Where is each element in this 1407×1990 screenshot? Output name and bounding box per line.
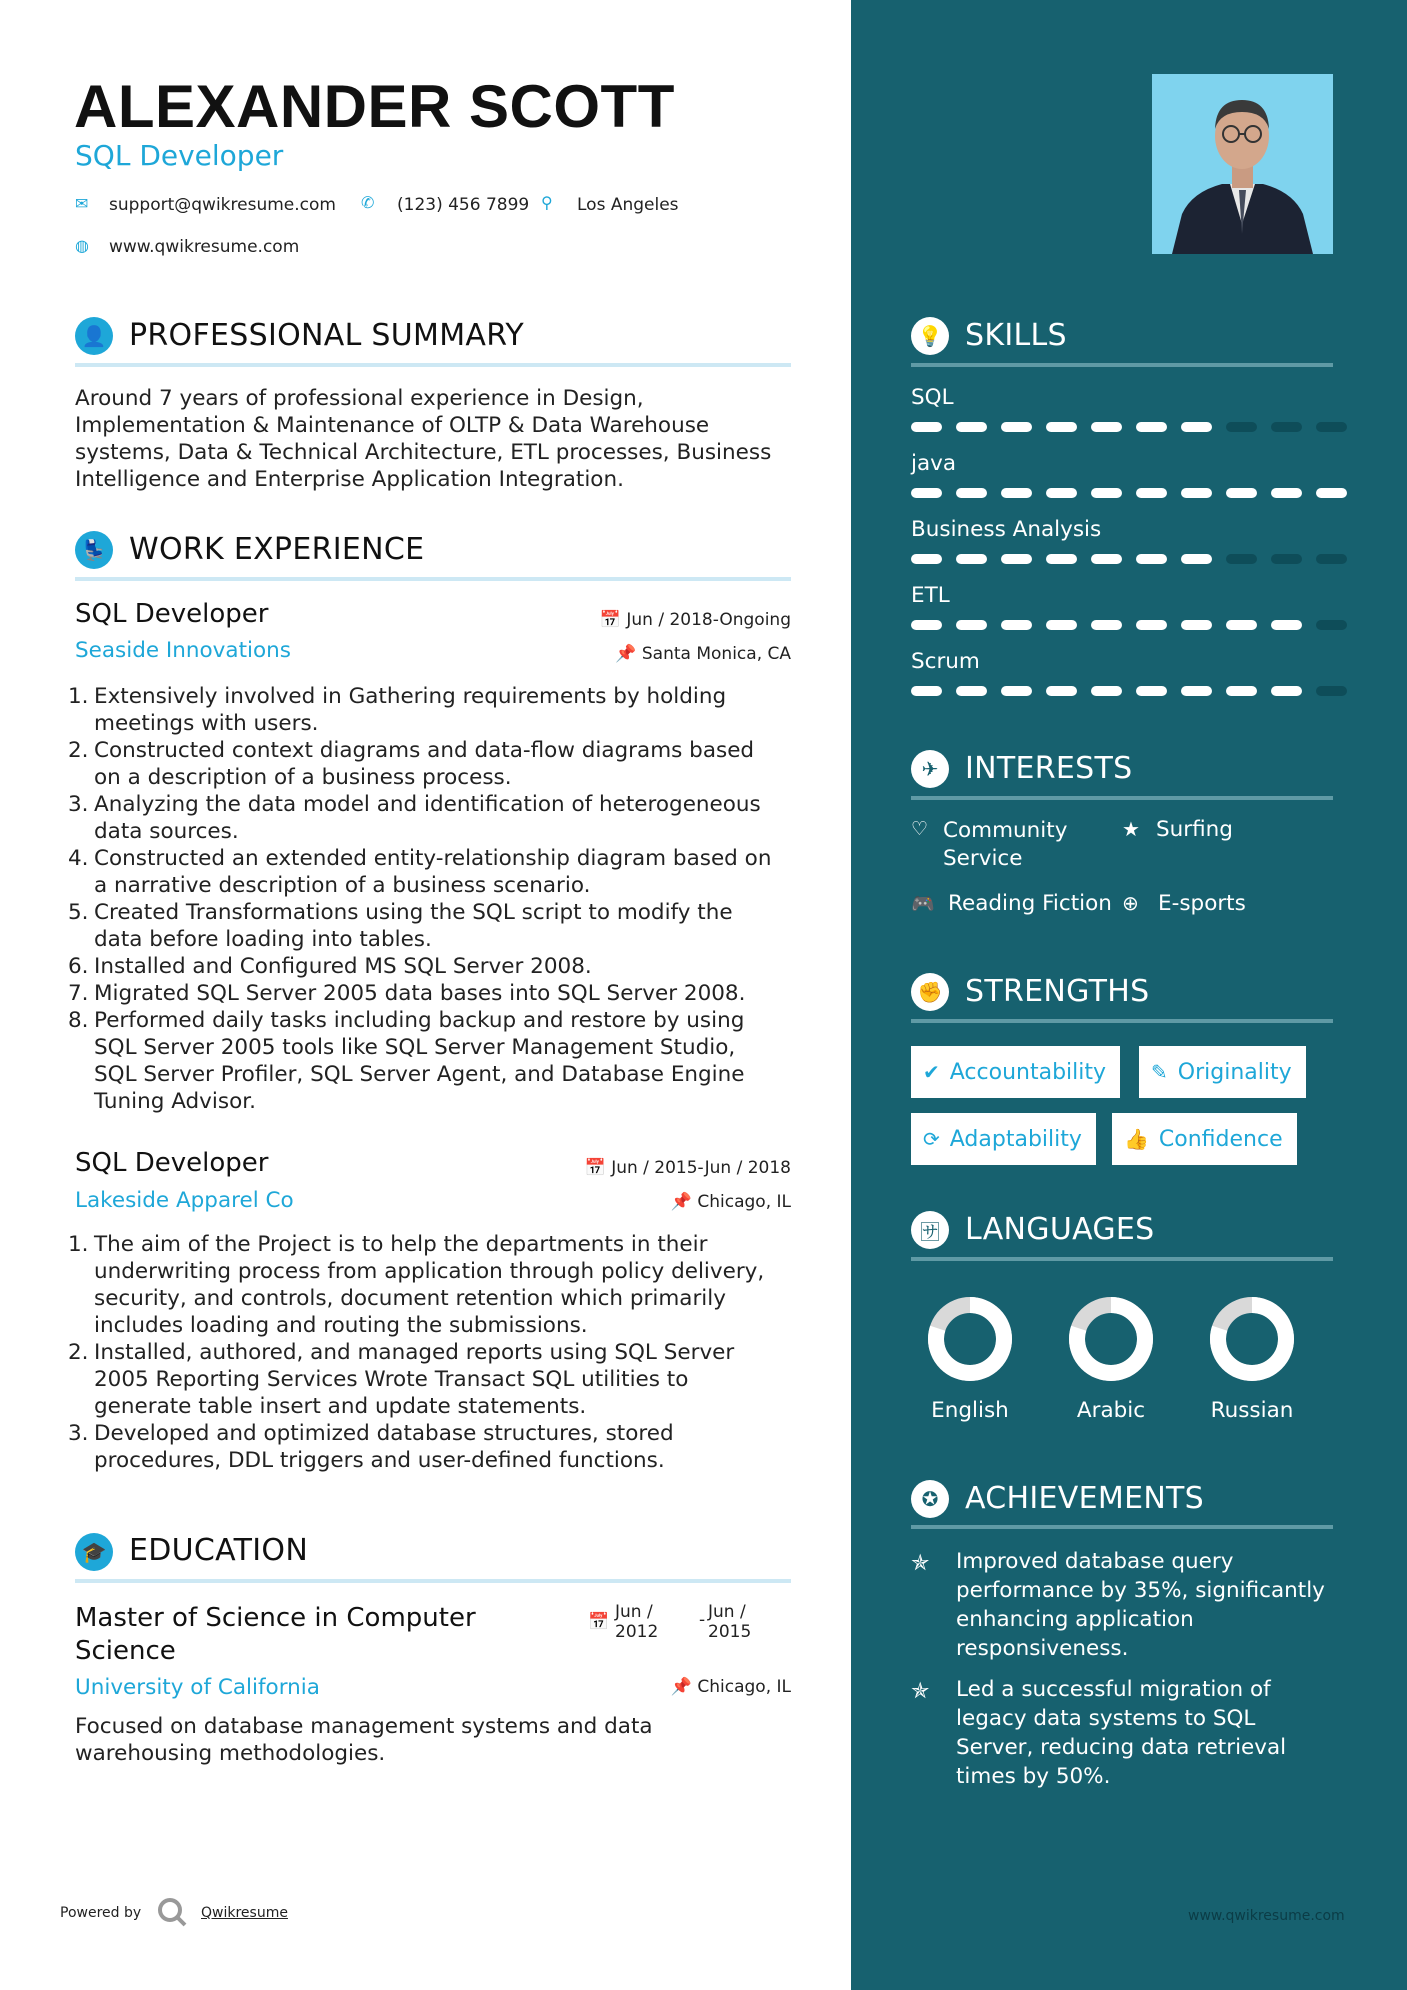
skill-dash-filled (1271, 686, 1302, 696)
skill-dash-filled (1046, 686, 1077, 696)
language-donut (1202, 1289, 1302, 1389)
skill-name: ETL (911, 583, 950, 608)
skill-dash-filled (1046, 488, 1077, 498)
skill-dash-filled (911, 488, 942, 498)
skill-dash-filled (956, 488, 987, 498)
job-responsibilities (68, 683, 835, 1115)
thumbs-up-icon: 👍 (1124, 1127, 1149, 1151)
hand-heart-icon: ♡ (911, 818, 929, 840)
company-name: Lakeside Apparel Co (75, 1188, 294, 1213)
skill-dash-filled (1181, 488, 1212, 498)
graduate-icon: 🎓 (75, 1533, 113, 1571)
education-divider (75, 1579, 791, 1583)
medal-star-icon: ✪ (911, 1480, 949, 1518)
globe-icon: ◍ (75, 236, 89, 255)
website-link[interactable]: www.qwikresume.com (109, 237, 300, 257)
interests-divider (911, 796, 1333, 800)
skill-dash-filled (1091, 488, 1122, 498)
skill-dash-filled (1136, 686, 1167, 696)
company-name: Seaside Innovations (75, 638, 291, 663)
list-item: 7. Migrated SQL Server 2005 data bases into SQL Server 2008. (68, 981, 746, 1006)
skill-dash-filled (1091, 554, 1122, 564)
edu-start-date: Jun / 2012 (615, 1602, 659, 1642)
brand-link[interactable]: Qwikresume (201, 1905, 288, 1921)
strengths-divider (911, 1019, 1333, 1023)
language-name: English (931, 1398, 1009, 1423)
phone-text: (123) 456 7899 (397, 195, 530, 215)
job-title: SQL Developer (75, 599, 269, 629)
language-donut (920, 1289, 1020, 1389)
skill-dash-filled (1001, 422, 1032, 432)
skill-dash-filled (1181, 422, 1212, 432)
user-icon: 👤 (75, 317, 113, 355)
calendar-icon: 📅 (588, 1612, 610, 1632)
interest-item: Community Service (943, 818, 1068, 871)
skill-dash-filled (1226, 686, 1257, 696)
email-icon: ✉ (75, 194, 89, 213)
strength-chip: 👍 Confidence (1112, 1113, 1297, 1165)
list-item: 4. Constructed an extended entity-relationship diagram based on a narrative description of a business scenario. (68, 846, 772, 898)
location-pin-icon: ⚲ (541, 193, 553, 212)
skill-dash-filled (1316, 488, 1347, 498)
skill-dash-empty (1226, 422, 1257, 432)
summary-text: Around 7 years of professional experience in Design, Implementation & Maintenance of OLTP & Data Warehouse systems, Data & Technical Architecture, ETL processes, Business Intelligence and Enterprise Application Integration. (75, 386, 772, 492)
summary-divider (75, 363, 791, 367)
skill-dash-filled (1091, 422, 1122, 432)
star-burst-icon: ✯ (911, 1551, 930, 1576)
skill-dash-filled (1001, 620, 1032, 630)
interest-item: Surfing (1156, 817, 1233, 842)
skill-dash-filled (911, 620, 942, 630)
skill-dash-filled (1181, 554, 1212, 564)
interest-item: E-sports (1158, 891, 1246, 916)
skill-name: SQL (911, 385, 954, 410)
candidate-role: SQL Developer (75, 139, 284, 172)
skill-dash-empty (1271, 554, 1302, 564)
skill-name: Business Analysis (911, 517, 1102, 542)
list-item: 2. Constructed context diagrams and data-flow diagrams based on a description of a business process. (68, 738, 755, 790)
calendar-icon: 📅 (584, 1158, 612, 1178)
languages-divider (911, 1257, 1333, 1261)
list-item: 3. Developed and optimized database structures, stored procedures, DDL triggers and user-defined functions. (68, 1421, 674, 1473)
list-item: 5. Created Transformations using the SQL script to modify the data before loading into tables. (68, 900, 733, 952)
summary-heading: PROFESSIONAL SUMMARY (129, 318, 525, 353)
skill-dash-filled (956, 686, 987, 696)
skill-dash-filled (1271, 488, 1302, 498)
experience-heading: WORK EXPERIENCE (129, 532, 425, 567)
skill-level-bar (911, 620, 1347, 630)
email-text[interactable]: support@qwikresume.com (109, 195, 336, 215)
strength-chip: ✎ Originality (1139, 1046, 1306, 1098)
skill-dash-filled (1136, 620, 1167, 630)
skill-dash-filled (1271, 620, 1302, 630)
skill-dash-filled (1001, 686, 1032, 696)
skill-dash-filled (1181, 686, 1212, 696)
job-dates: 📅 Jun / 2018-Ongoing (599, 610, 791, 630)
skills-divider (911, 363, 1333, 367)
refresh-icon: ⟳ (923, 1127, 940, 1151)
list-item: 1. Extensively involved in Gathering requirements by holding meetings with users. (68, 684, 727, 736)
phone-icon: ✆ (361, 193, 375, 212)
skill-level-bar (911, 554, 1347, 564)
list-item: 3. Analyzing the data model and identification of heterogeneous data sources. (68, 792, 761, 844)
pencil-icon: ✎ (1151, 1060, 1168, 1084)
skill-level-bar (911, 686, 1347, 696)
lifebuoy-icon: ⊕ (1122, 891, 1139, 915)
star-icon: ★ (1122, 817, 1140, 841)
skill-dash-filled (1001, 554, 1032, 564)
skill-level-bar (911, 488, 1347, 498)
list-item: 8. Performed daily tasks including backup and restore by using SQL Server 2005 tools like SQL Server Management Studio, SQL Server Profiler, SQL Server Agent, and Database Engine Tuning Advisor. (68, 1008, 745, 1114)
location-text: Los Angeles (577, 195, 679, 215)
skill-dash-empty (1226, 554, 1257, 564)
skill-name: java (911, 451, 957, 476)
achievements-divider (911, 1525, 1333, 1529)
experience-divider (75, 577, 791, 581)
skill-dash-filled (1136, 422, 1167, 432)
job-dates: 📅 Jun / 2015-Jun / 2018 (584, 1158, 791, 1178)
skill-dash-filled (1046, 422, 1077, 432)
job-title: SQL Developer (75, 1148, 269, 1178)
skill-dash-filled (1226, 488, 1257, 498)
skill-dash-filled (956, 554, 987, 564)
list-item: 6. Installed and Configured MS SQL Server 2008. (68, 954, 592, 979)
skill-dash-filled (1046, 554, 1077, 564)
lightbulb-icon: 💡 (911, 317, 949, 355)
language-name: Arabic (1076, 1398, 1146, 1423)
paper-plane-icon: ✈ (911, 750, 949, 788)
language-donut (1061, 1289, 1161, 1389)
skill-dash-filled (1091, 620, 1122, 630)
skill-dash-filled (1001, 488, 1032, 498)
candidate-name: ALEXANDER SCOTT (74, 73, 675, 140)
edu-location: 📌 Chicago, IL (670, 1677, 791, 1697)
list-item: 2. Installed, authored, and managed reports using SQL Server 2005 Reporting Services Wrote Transact SQL utilities to generate table insert and update statements. (68, 1340, 735, 1419)
footer-website: www.qwikresume.com (1188, 1908, 1345, 1924)
skills-heading: SKILLS (965, 318, 1067, 353)
language-name: Russian (1210, 1398, 1294, 1423)
strengths-heading: STRENGTHS (965, 974, 1150, 1009)
job-responsibilities (68, 1231, 835, 1474)
strength-chip: ✔ Accountability (911, 1046, 1120, 1098)
achievement-item: Improved database query performance by 35%, significantly enhancing application responsiveness. (956, 1549, 1325, 1661)
interest-item: Reading Fiction (948, 891, 1112, 916)
translate-icon: 🈂 (911, 1211, 949, 1249)
skill-dash-filled (911, 422, 942, 432)
pin-icon: 📌 (615, 644, 642, 664)
skill-dash-filled (956, 422, 987, 432)
job-location: 📌 Chicago, IL (670, 1192, 791, 1212)
star-burst-icon: ✯ (911, 1679, 930, 1704)
list-item: 1. The aim of the Project is to help the departments in their underwriting process from application through policy delivery, security, and controls, document retention which primarily includes loading and routing the submissions. (68, 1232, 765, 1338)
powered-by-label: Powered by (60, 1905, 142, 1921)
skill-name: Scrum (911, 649, 980, 674)
achievements-heading: ACHIEVEMENTS (965, 1481, 1205, 1516)
fist-icon: ✊ (911, 973, 949, 1011)
skill-dash-filled (911, 686, 942, 696)
pin-icon: 📌 (670, 1677, 698, 1697)
briefcase-icon: 💺 (75, 531, 113, 569)
skill-dash-filled (1136, 554, 1167, 564)
skill-dash-filled (956, 620, 987, 630)
edu-end-date: Jun / 2015 (708, 1602, 752, 1642)
gamepad-icon: 🎮 (911, 893, 935, 915)
achievement-item: Led a successful migration of legacy data systems to SQL Server, reducing data retrieval times by 50%. (956, 1677, 1287, 1789)
skill-dash-empty (1271, 422, 1302, 432)
school-name: University of California (75, 1675, 320, 1700)
check-circle-icon: ✔ (923, 1060, 940, 1084)
skill-level-bar (911, 422, 1347, 432)
profile-photo (1152, 74, 1333, 254)
qwikresume-logo-icon (157, 1897, 187, 1927)
skill-dash-filled (1136, 488, 1167, 498)
pin-icon: 📌 (670, 1192, 698, 1212)
skill-dash-empty (1316, 422, 1347, 432)
skill-dash-filled (911, 554, 942, 564)
calendar-icon: 📅 (599, 610, 627, 630)
skill-dash-filled (1046, 620, 1077, 630)
job-location: 📌 Santa Monica, CA (615, 644, 791, 664)
skill-dash-filled (1091, 686, 1122, 696)
education-description: Focused on database management systems and data warehousing methodologies. (75, 1714, 653, 1766)
strength-chip: ⟳ Adaptability (911, 1113, 1096, 1165)
languages-heading: LANGUAGES (965, 1212, 1155, 1247)
skill-dash-empty (1316, 620, 1347, 630)
skill-dash-filled (1181, 620, 1212, 630)
degree-title: Master of Science in Computer Science (75, 1603, 476, 1666)
skill-dash-empty (1316, 686, 1347, 696)
skill-dash-filled (1226, 620, 1257, 630)
education-heading: EDUCATION (129, 1533, 309, 1568)
date-separator: - (699, 1610, 706, 1630)
interests-heading: INTERESTS (965, 751, 1133, 786)
skill-dash-empty (1316, 554, 1347, 564)
